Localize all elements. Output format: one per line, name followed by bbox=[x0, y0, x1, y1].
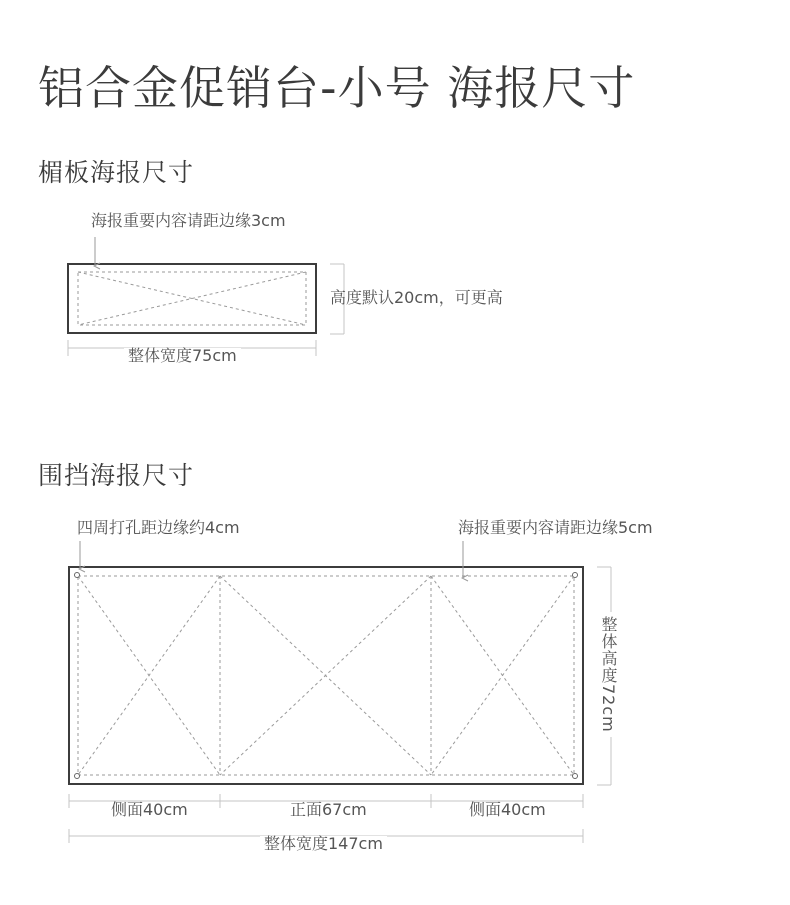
header-safe-margin-note: 海报重要内容请距边缘3cm bbox=[91, 211, 286, 230]
wrap-safe-margin-note: 海报重要内容请距边缘5cm bbox=[458, 518, 653, 537]
wrap-height-note: 整体高度72cm bbox=[600, 612, 616, 737]
grommet-hole-bottom-right bbox=[573, 774, 578, 779]
header-width-note: 整体宽度75cm bbox=[124, 348, 241, 364]
wrap-total-width-label: 整体宽度147cm bbox=[260, 836, 387, 852]
header-poster-frame bbox=[68, 264, 316, 333]
left-side-width-label: 侧面40cm bbox=[107, 802, 192, 818]
front-width-label: 正面67cm bbox=[286, 802, 371, 818]
header-section-title: 楣板海报尺寸 bbox=[38, 158, 195, 187]
hole-distance-note: 四周打孔距边缘约4cm bbox=[77, 518, 240, 537]
header-height-note: 高度默认20cm，可更高 bbox=[330, 288, 503, 307]
wrap-poster bbox=[69, 567, 583, 784]
right-side-width-label: 侧面40cm bbox=[465, 802, 550, 818]
grommet-hole-top-left bbox=[75, 573, 80, 578]
header-poster bbox=[68, 264, 316, 333]
grommet-hole-bottom-left bbox=[75, 774, 80, 779]
page-title: 铝合金促销台-小号 海报尺寸 bbox=[38, 61, 636, 115]
grommet-hole-top-right bbox=[573, 573, 578, 578]
wrap-section-title: 围挡海报尺寸 bbox=[38, 461, 195, 490]
